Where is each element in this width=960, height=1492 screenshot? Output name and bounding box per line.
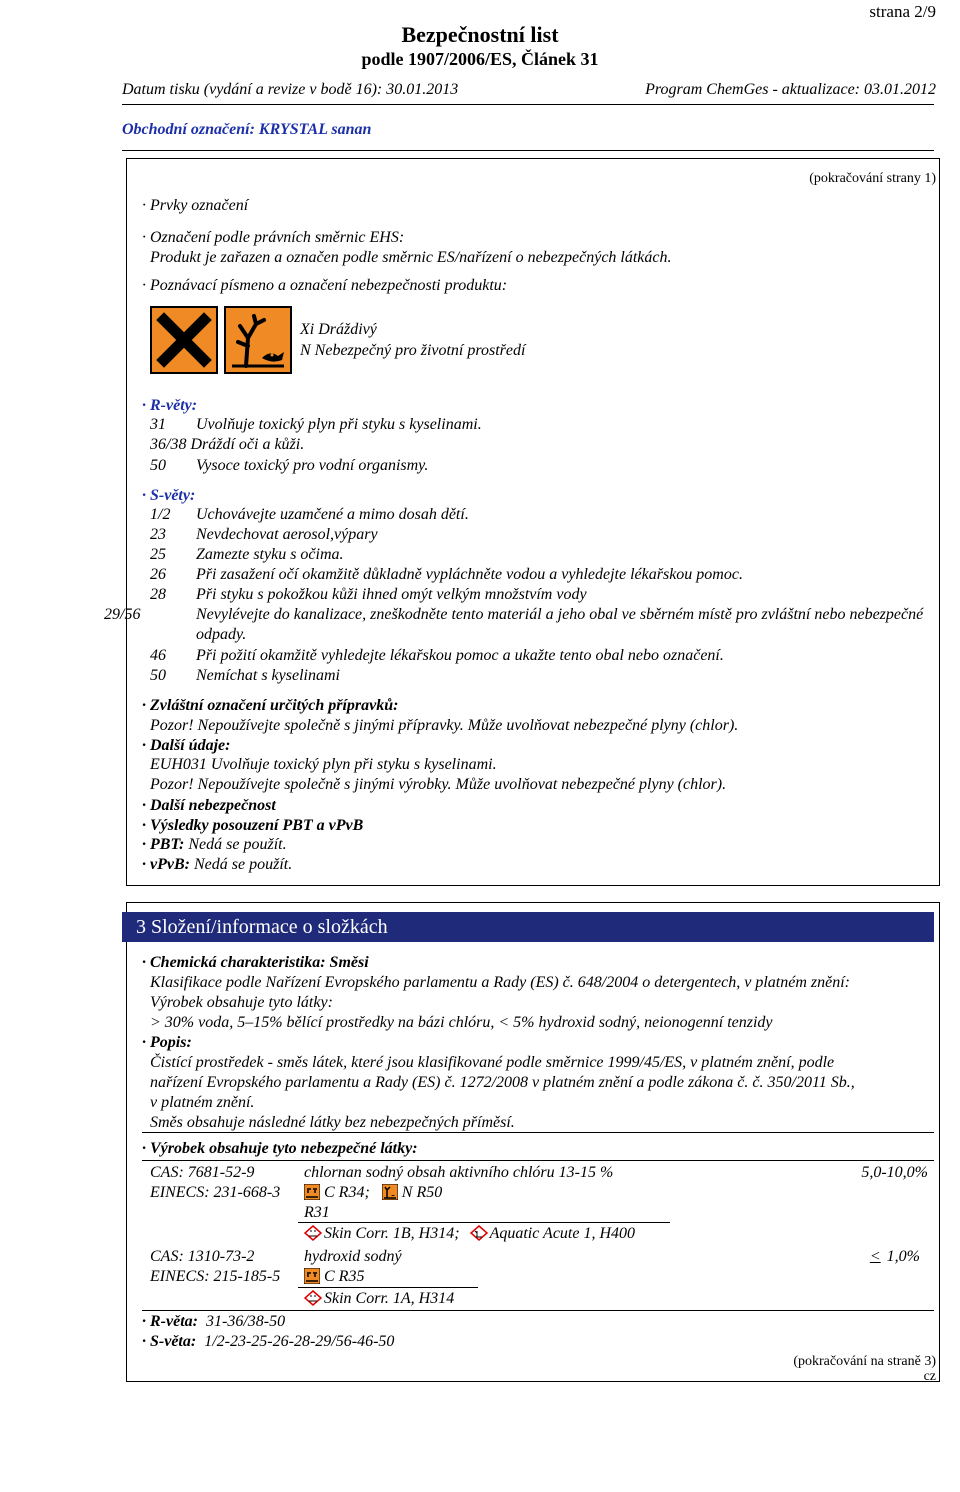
r-phrases-heading: · R-věty: bbox=[142, 397, 198, 414]
label-elements-heading: · Prvky označení bbox=[142, 197, 249, 214]
pbt-line: · PBT: Nedá se použít. bbox=[142, 836, 287, 853]
s-phrase-28: 28 Při styku s pokožkou kůži ihned omýt velkým množstvím vody bbox=[150, 586, 587, 603]
substance-2-dsd-rule bbox=[298, 1287, 478, 1288]
substance-2-cas: CAS: 1310-73-2 bbox=[150, 1248, 255, 1265]
r-phrase-31: 31 Uvolňuje toxický plyn při styku s kyselinami. bbox=[150, 416, 482, 433]
s-phrase-29-56: 29/56 Nevylévejte do kanalizace, zneškodněte tento materiál a jeho obal ve sběrném místě pro zvláštní nebo nebezpečné odpady. bbox=[104, 606, 924, 643]
chemical-characterization-heading: · Chemická charakteristika: Směsi bbox=[142, 954, 369, 971]
contains-text: Výrobek obsahuje tyto látky: bbox=[150, 994, 333, 1011]
further-info-warning: Pozor! Nepoužívejte společně s jinými výrobky. Může uvolňovat nebezpečné plyny (chlor). bbox=[150, 776, 727, 793]
vpvb-line: · vPvB: Nedá se použít. bbox=[142, 856, 293, 873]
substance-2-clp: Skin Corr. 1A, H314 bbox=[304, 1289, 454, 1309]
s-phrase-25: 25 Zamezte styku s očima. bbox=[150, 546, 344, 563]
special-labelling-text: Pozor! Nepoužívejte společně s jinými přípravky. Může uvolňovat nebezpečné plyny (chlor). bbox=[150, 717, 739, 734]
trade-name: Obchodní označení: KRYSTAL sanan bbox=[122, 121, 372, 138]
continued-from: (pokračování strany 1) bbox=[809, 171, 936, 186]
substance-2-einecs: EINECS: 215-185-5 bbox=[150, 1268, 281, 1285]
hazardous-substances-heading: · Výrobek obsahuje tyto nebezpečné látky: bbox=[142, 1140, 418, 1157]
ghs09-environment-icon bbox=[470, 1225, 486, 1241]
description-line-4: Směs obsahuje následné látky bez nebezpečných příměsí. bbox=[150, 1114, 515, 1131]
s-phrase-50: 50 Nemíchat s kyselinami bbox=[150, 667, 340, 684]
further-info-euh031: EUH031 Uvolňuje toxický plyn při styku s kyselinami. bbox=[150, 756, 497, 773]
ghs05-corrosion-icon bbox=[304, 1225, 320, 1241]
substance-2-dsd: C R35 bbox=[304, 1267, 364, 1287]
special-labelling-heading: · Zvláštní označení určitých přípravků: bbox=[142, 697, 399, 714]
classification-text: Klasifikace podle Nařízení Evropského parlamentu a Rady (ES) č. 648/2004 o detergentech, v platném znění: bbox=[150, 974, 850, 991]
s-phrase-26: 26 Při zasažení očí okamžitě důkladně vypláchněte vodou a vyhledejte lékařskou pomoc. bbox=[150, 566, 743, 583]
page-number: strana 2/9 bbox=[869, 2, 936, 21]
language-code: cz bbox=[923, 1369, 936, 1384]
substance-1-clp: Skin Corr. 1B, H314; Aquatic Acute 1, H400 bbox=[304, 1224, 635, 1244]
s-phrase-summary: · S-věta: 1/2-23-25-26-28-29/56-46-50 bbox=[142, 1333, 395, 1350]
s-phrase-46: 46 Při požití okamžitě vyhledejte lékařskou pomoc a ukažte tento obal nebo označení. bbox=[150, 647, 724, 664]
table-top-rule bbox=[142, 1160, 934, 1161]
r-phrase-summary: · R-věta: 31-36/38-50 bbox=[142, 1313, 286, 1330]
hazard-n: N Nebezpečný pro životní prostředí bbox=[300, 342, 526, 359]
substance-1-r31: R31 bbox=[304, 1204, 330, 1221]
ehs-heading: · Označení podle právních směrnic EHS: bbox=[142, 229, 405, 246]
pbt-assessment-heading: · Výsledky posouzení PBT a vPvB bbox=[142, 817, 364, 834]
r-phrase-36-38: 36/38 Dráždí oči a kůži. bbox=[150, 436, 305, 453]
description-line-1: Čistící prostředek - směs látek, které jsou klasifikované podle směrnice 1999/45/ES, v platném znění, podle bbox=[150, 1054, 835, 1071]
r-phrase-50: 50 Vysoce toxický pro vodní organismy. bbox=[150, 457, 429, 474]
hazard-xi: Xi Dráždivý bbox=[300, 321, 377, 338]
other-hazards-heading: · Další nebezpečnost bbox=[142, 797, 276, 814]
substance-1-name: chlornan sodný obsah aktivního chlóru 13-15 % bbox=[304, 1164, 614, 1181]
program-version: Program ChemGes - aktualizace: 03.01.2012 bbox=[645, 81, 936, 98]
ehs-text: Produkt je zařazen a označen podle směrnic ES/nařízení o nebezpečných látkách. bbox=[150, 249, 672, 266]
hazard-letters-heading: · Poznávací písmeno a označení nebezpečnosti produktu: bbox=[142, 277, 508, 294]
substance-1-cas: CAS: 7681-52-9 bbox=[150, 1164, 255, 1181]
substance-1-einecs: EINECS: 231-668-3 bbox=[150, 1184, 281, 1201]
document-title: Bezpečnostní list bbox=[401, 22, 559, 47]
continued-on: (pokračování na straně 3) bbox=[793, 1354, 936, 1369]
header-rule bbox=[122, 104, 934, 105]
ghs05-corrosion-icon bbox=[304, 1290, 320, 1306]
contents-text: > 30% voda, 5–15% bělící prostředky na bázi chlóru, < 5% hydroxid sodný, neionogenní tenzidy bbox=[150, 1014, 773, 1031]
description-line-2: nařízení Evropského parlamentu a Rady (ES) č. 1272/2008 v platném znění a podle zákona č. č. 350/2011 Sb., bbox=[150, 1074, 855, 1091]
substance-2-amount: < 1,0% bbox=[869, 1248, 920, 1265]
corrosive-icon bbox=[304, 1184, 320, 1200]
corrosive-icon bbox=[304, 1268, 320, 1284]
trade-name-rule bbox=[122, 150, 934, 151]
s-phrase-23: 23 Nevdechovat aerosol,výpary bbox=[150, 526, 378, 543]
irritant-x-icon bbox=[150, 306, 218, 374]
substance-1-dsd: C R34; N R50 bbox=[304, 1183, 442, 1203]
s-phrases-heading: · S-věty: bbox=[142, 487, 196, 504]
description-heading: · Popis: bbox=[142, 1034, 192, 1051]
description-line-3: v platném znění. bbox=[150, 1094, 255, 1111]
substance-2-name: hydroxid sodný bbox=[304, 1248, 402, 1265]
environment-dead-tree-icon bbox=[224, 306, 292, 374]
hazardous-heading-rule bbox=[142, 1132, 934, 1133]
substance-1-amount: 5,0-10,0% bbox=[861, 1164, 928, 1181]
print-date: Datum tisku (vydání a revize v bodě 16): 30.01.2013 bbox=[122, 81, 459, 98]
s-phrase-1-2: 1/2 Uchovávejte uzamčené a mimo dosah dětí. bbox=[150, 506, 469, 523]
substance-1-dsd-rule bbox=[298, 1222, 670, 1223]
section-3-title: 3 Složení/informace o složkách bbox=[122, 912, 934, 942]
document-subtitle: podle 1907/2006/ES, Článek 31 bbox=[361, 49, 599, 69]
table-bottom-rule bbox=[142, 1310, 934, 1311]
environment-icon bbox=[382, 1184, 398, 1200]
further-info-heading: · Další údaje: bbox=[142, 737, 231, 754]
